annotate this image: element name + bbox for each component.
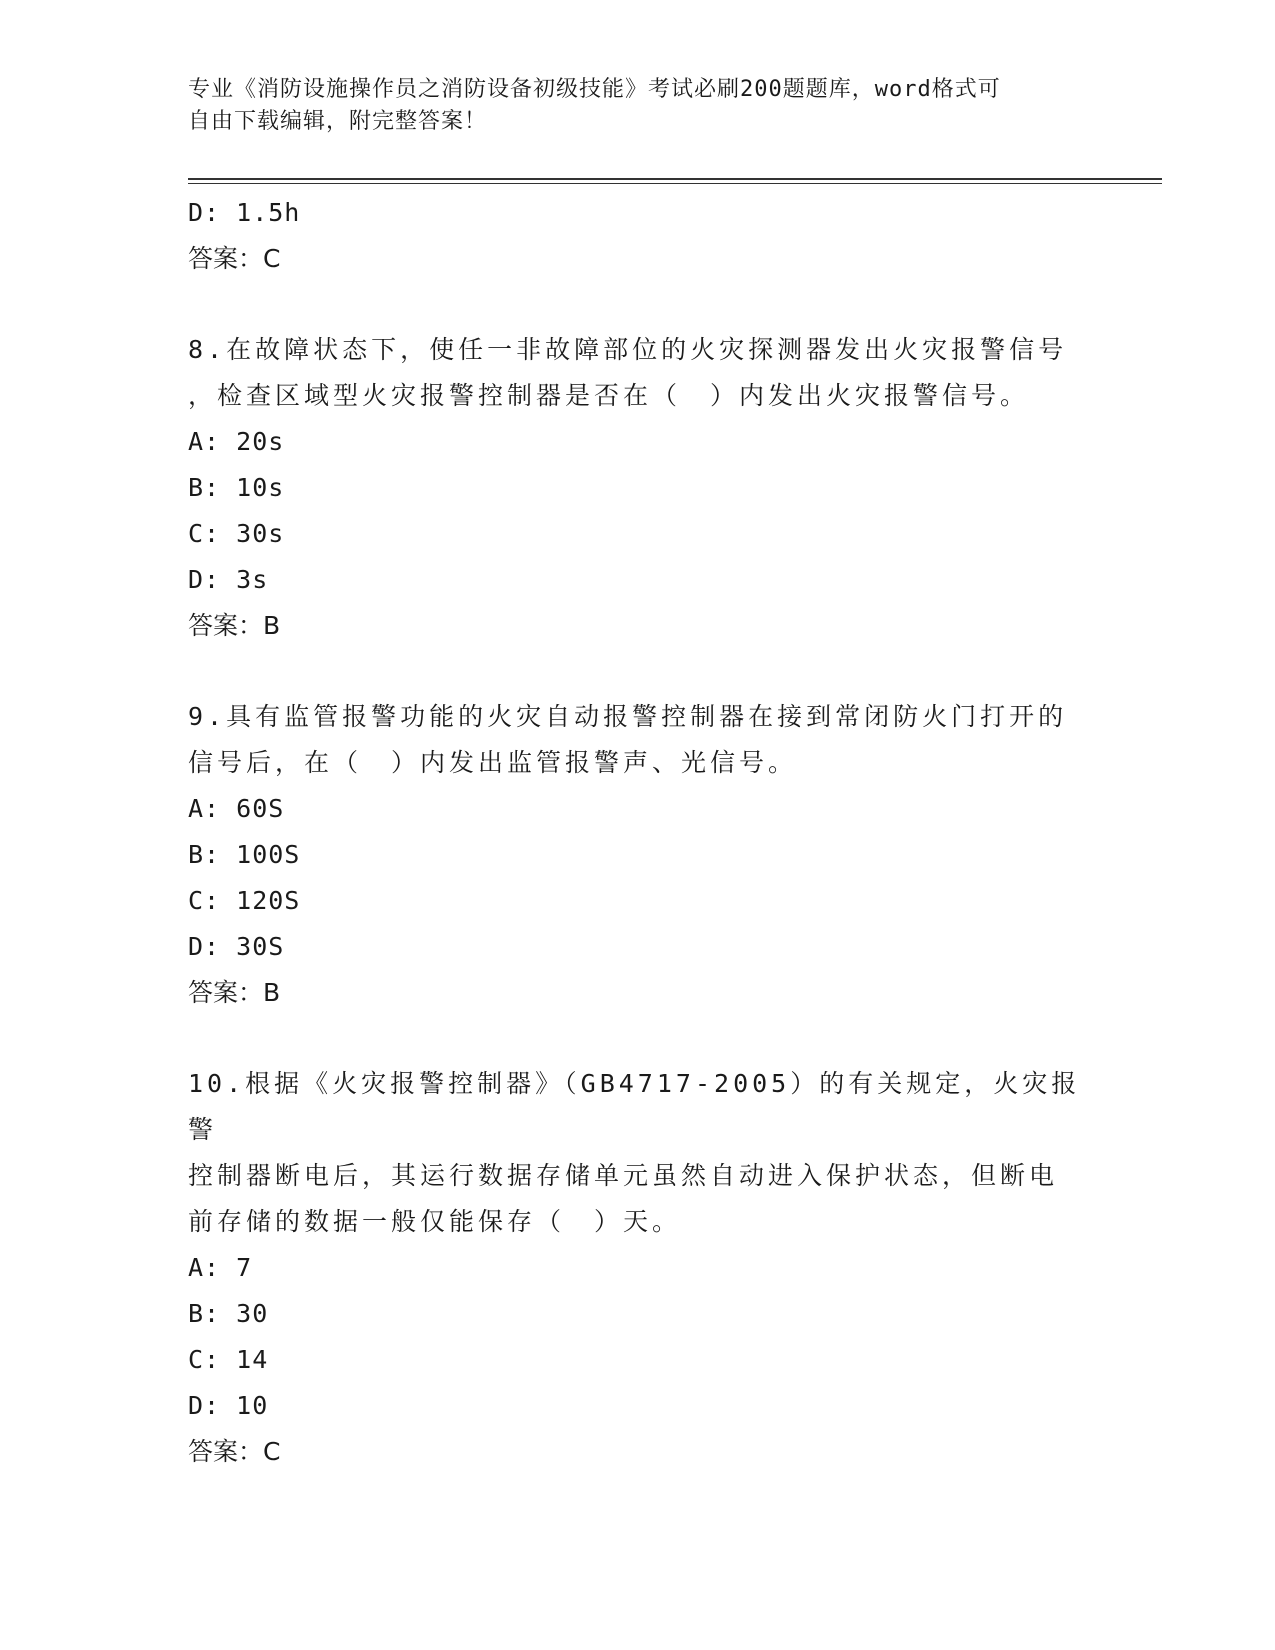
option-a: A: 20s bbox=[188, 427, 285, 456]
option-c: C: 120S bbox=[188, 886, 301, 915]
question-stem-line: 信号后，在（ ）内发出监管报警声、光信号。 bbox=[188, 748, 798, 777]
option-b: B: 30 bbox=[188, 1299, 269, 1328]
option-a: A: 7 bbox=[188, 1253, 253, 1282]
question-stem-line: ，检查区域型火灾报警控制器是否在（ ）内发出火灾报警信号。 bbox=[188, 381, 1030, 410]
option-d: D: 10 bbox=[188, 1391, 269, 1420]
spacer bbox=[188, 282, 1088, 327]
header-title-line-2: 自由下载编辑，附完整答案！ bbox=[188, 109, 488, 134]
question-stem-line: 10.根据《火灾报警控制器》（GB4717-2005）的有关规定，火灾报警 bbox=[188, 1069, 1081, 1144]
question-8 bbox=[188, 327, 1088, 649]
option-b: B: 100S bbox=[188, 840, 301, 869]
question-stem-line: 9.具有监管报警功能的火灾自动报警控制器在接到常闭防火门打开的 bbox=[188, 702, 1068, 731]
document-body bbox=[188, 190, 1088, 1475]
answer-line: 答案：C bbox=[188, 1437, 281, 1466]
option-d: D: 30S bbox=[188, 932, 285, 961]
option-d: D: 3s bbox=[188, 565, 269, 594]
spacer bbox=[188, 1016, 1088, 1061]
option-a: A: 60S bbox=[188, 794, 285, 823]
answer-line: 答案：C bbox=[188, 244, 281, 273]
answer-line: 答案：B bbox=[188, 611, 281, 640]
question-7-tail bbox=[188, 190, 1088, 282]
question-stem-line: 8.在故障状态下，使任一非故障部位的火灾探测器发出火灾报警信号 bbox=[188, 335, 1068, 364]
page-header bbox=[188, 74, 1068, 138]
header-title-line-1: 专业《消防设施操作员之消防设备初级技能》考试必刷200题题库，word格式可 bbox=[188, 77, 1001, 102]
header-divider-thick bbox=[188, 178, 1162, 180]
option-b: B: 10s bbox=[188, 473, 285, 502]
answer-line: 答案：B bbox=[188, 978, 281, 1007]
option-c: C: 14 bbox=[188, 1345, 269, 1374]
question-stem-line: 前存储的数据一般仅能保存（ ）天。 bbox=[188, 1207, 682, 1236]
question-9 bbox=[188, 694, 1088, 1016]
option-c: C: 30s bbox=[188, 519, 285, 548]
header-divider-thin bbox=[188, 183, 1162, 184]
question-10 bbox=[188, 1061, 1088, 1475]
option-d: D: 1.5h bbox=[188, 198, 301, 227]
spacer bbox=[188, 649, 1088, 694]
question-stem-line: 控制器断电后，其运行数据存储单元虽然自动进入保护状态，但断电 bbox=[188, 1161, 1059, 1190]
